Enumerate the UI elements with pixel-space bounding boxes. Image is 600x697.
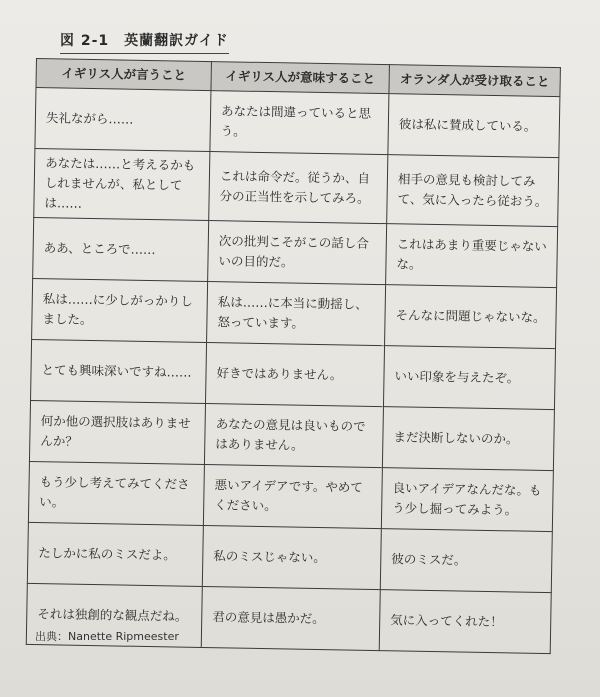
source-citation: 出典：Nanette Ripmeester [35, 630, 179, 643]
header-what-dutch-understand: オランダ人が受け取ること [389, 65, 560, 97]
cell-understand: 良いアイデアなんだな。もう少し掘ってみよう。 [381, 468, 553, 532]
table-row [29, 400, 554, 470]
cell-mean: 私は……に本当に動揺し、怒っています。 [207, 282, 386, 346]
cell-mean: 次の批判こそがこの話し合いの目的だ。 [208, 221, 387, 285]
cell-understand: いい印象を与えたぞ。 [383, 346, 555, 410]
cell-say: とても興味深いですね…… [31, 339, 207, 403]
cell-mean: これは命令だ。従うか、自分の正当性を示してみろ。 [209, 152, 388, 224]
cell-mean: 私のミスじゃない。 [202, 525, 381, 589]
cell-understand: 相手の意見も検討してみて、気に入ったら従おう。 [387, 155, 559, 227]
cell-say: 失礼ながら…… [35, 88, 211, 152]
cell-say: それは独創的な観点だね。 [26, 583, 202, 647]
cell-understand: 気に入ってくれた！ [379, 590, 551, 654]
table-row [28, 461, 553, 531]
table-row [35, 88, 560, 158]
cell-say: もう少し考えてみてください。 [28, 461, 204, 525]
table-row [34, 148, 559, 226]
cell-say: 何か他の選択肢はありませんか？ [29, 400, 205, 464]
table-row [27, 522, 552, 592]
cell-understand: そんなに問題じゃないな。 [385, 285, 557, 349]
cell-say: ああ、ところで…… [33, 217, 209, 281]
cell-mean: あなたの意見は良いものではありません。 [204, 404, 383, 468]
translation-table [26, 58, 561, 654]
cell-mean: 好きではありません。 [205, 343, 384, 407]
cell-mean: 悪いアイデアです。やめてください。 [203, 465, 382, 529]
cell-understand: 彼のミスだ。 [380, 529, 552, 593]
cell-say: たしかに私のミスだよ。 [27, 522, 203, 586]
cell-understand: 彼は私に賛成している。 [388, 94, 560, 158]
cell-understand: これはあまり重要じゃないな。 [386, 224, 558, 288]
cell-say: あなたは……と考えるかもしれませんが、私としては…… [34, 148, 210, 220]
header-what-british-mean: イギリス人が意味すること [211, 62, 389, 94]
cell-say: 私は……に少しがっかりしました。 [32, 278, 208, 342]
table-row [32, 278, 557, 348]
figure-title: 図 2-1 英蘭翻訳ガイド [60, 30, 229, 54]
cell-mean: あなたは間違っていると思う。 [210, 91, 389, 155]
table-row [33, 217, 558, 287]
table-row [31, 339, 556, 409]
header-what-british-say: イギリス人が言うこと [36, 59, 211, 91]
cell-understand: まだ決断しないのか。 [382, 407, 554, 471]
cell-mean: 君の意見は愚かだ。 [201, 586, 380, 650]
